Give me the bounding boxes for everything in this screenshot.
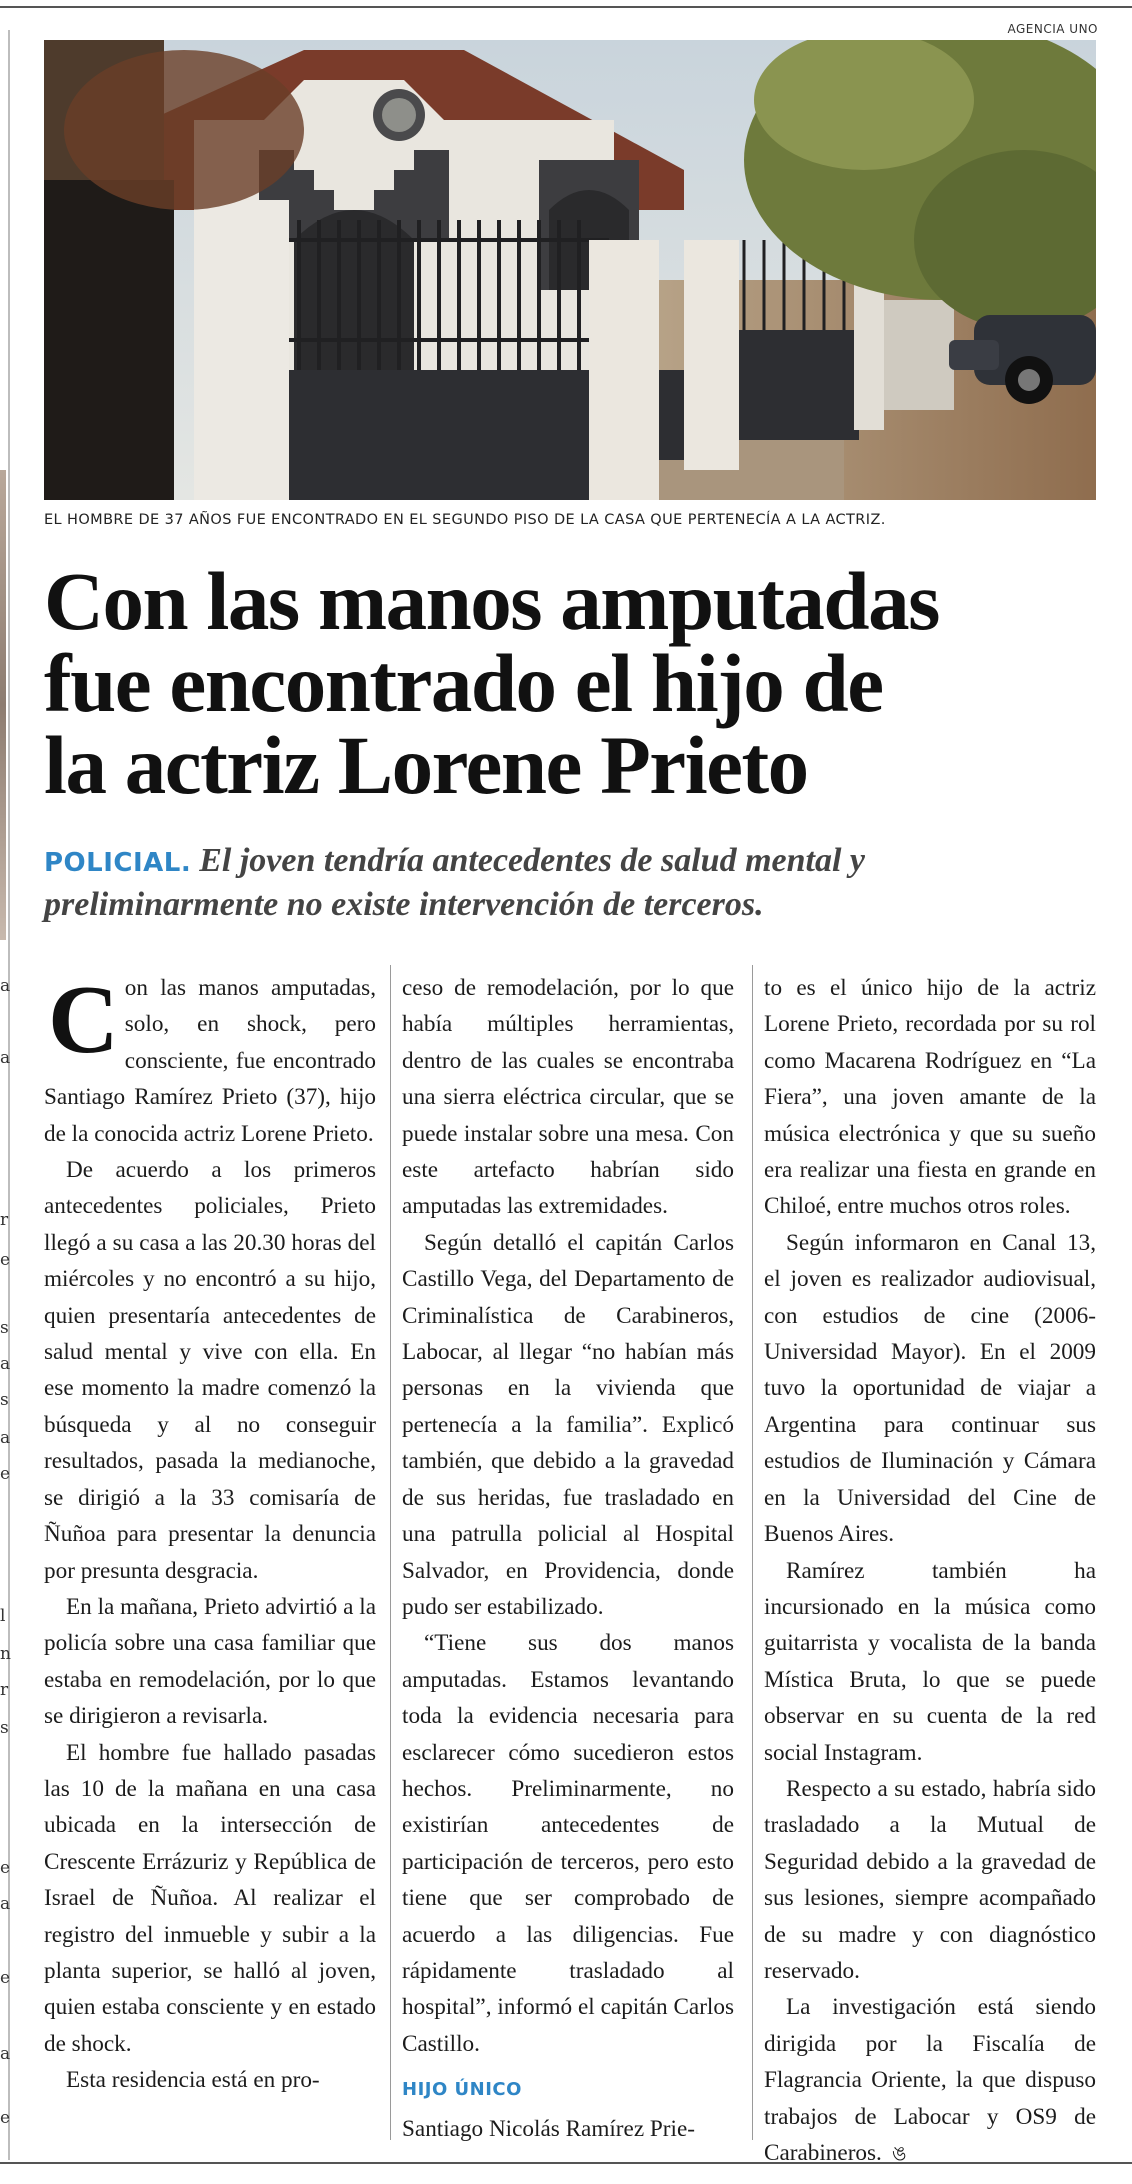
drop-cap: C <box>48 966 119 1074</box>
margin-fragment: e <box>0 2108 11 2128</box>
paragraph: Santiago Nicolás Ramírez Prie- <box>402 2115 695 2142</box>
adjacent-photo-strip <box>0 470 6 940</box>
paragraph: El hombre fue hallado pasadas las 10 de la mañana en una casa ubicada en la intersección de Crescente Errázuriz y República de Israel de Ñuñoa. Al realizar el registro del inmueble y subir a la planta superior, se halló al joven, quien estaba consciente y en estado de shock. <box>44 1739 376 2057</box>
subhead <box>44 840 1104 926</box>
paragraph: Con las manos amputadas, solo, en shock, pero consciente, fue encontrado Santiago Ramírez Prieto (37), hijo de la conocida actriz Lorene Prieto. <box>44 966 376 1147</box>
headline-line: Con las manos amputadas <box>44 555 939 647</box>
margin-fragment: a <box>0 1428 11 1448</box>
margin-fragment: r <box>0 1680 9 1700</box>
margin-fragment: r <box>0 1210 9 1230</box>
margin-fragment: a <box>0 1048 11 1068</box>
margin-fragment: s <box>0 1718 9 1738</box>
margin-rule <box>8 30 10 2160</box>
margin-fragment: e <box>0 1968 11 1988</box>
paragraph: Ramírez también ha incursionado en la música como guitarrista y vocalista de la banda Mística Bruta, lo que se puede observar en su cuenta de la red social Instagram. <box>764 1557 1096 1766</box>
margin-fragment: l <box>0 1606 6 1626</box>
paragraph: to es el único hijo de la actriz Lorene Prieto, recordada por su rol como Macarena Rodríguez en “La Fiera”, una joven amante de la música electrónica y que su sueño era realizar una fiesta en grande en Chiloé, entre muchos otros roles. <box>764 975 1096 1220</box>
deck: El joven tendría antecedentes de salud mental y preliminarmente no existe intervención de terceros. <box>44 842 866 923</box>
article-column-3 <box>764 970 1096 2166</box>
margin-fragment: a <box>0 1354 11 1374</box>
headline <box>44 555 1104 811</box>
margin-fragment: s <box>0 1318 9 1338</box>
house-photo <box>44 40 1096 500</box>
paragraph: Respecto a su estado, habría sido trasladado a la Mutual de Seguridad debido a la gravedad de sus lesiones, siempre acompañado de su madre y con diagnóstico reservado. <box>764 1775 1096 1984</box>
paragraph: ceso de remodelación, por lo que había múltiples herramientas, dentro de las cuales se encontraba una sierra eléctrica circular, que se puede instalar sobre una mesa. Con este artefacto habrían sido amputadas las extremidades. <box>402 975 734 1220</box>
headline-line: fue encontrado el hijo de <box>44 637 883 729</box>
margin-fragment: n <box>0 1644 11 1664</box>
photo-caption: EL HOMBRE DE 37 AÑOS FUE ENCONTRADO EN EL SEGUNDO PISO DE LA CASA QUE PERTENECÍA A LA ACTRIZ. <box>44 512 886 528</box>
margin-fragment: a <box>0 976 11 996</box>
margin-fragment: e <box>0 1858 11 1878</box>
paragraph: Según detalló el capitán Carlos Castillo Vega, del Departamento de Criminalística de Carabineros, Labocar, al llegar “no habían más personas en la vivienda que pertenecía a la familia”. Explicó también, que debido a la gravedad de sus heridas, fue trasladado en una patrulla policial al Hospital Salvador, en Providencia, donde pudo ser estabilizado. <box>402 1229 734 1620</box>
margin-fragment: a <box>0 2044 11 2064</box>
end-mark-icon: ঙ <box>891 2141 907 2165</box>
adjacent-article-margin <box>0 0 18 2160</box>
top-rule <box>0 6 1132 8</box>
column-rule <box>390 965 391 2140</box>
margin-fragment: e <box>0 1250 11 1270</box>
paragraph: “Tiene sus dos manos amputadas. Estamos levantando toda la evidencia necesaria para esclarecer cómo sucedieron estos hechos. Preliminarmente, no existirían antecedentes de participación de terceros, pero esto tiene que ser comprobado de acuerdo a las diligencias. Fue rápidamente trasladado al hospital”, informó el capitán Carlos Castillo. <box>402 1630 734 2057</box>
section-label: POLICIAL. <box>44 848 192 878</box>
headline-line: la actriz Lorene Prieto <box>44 719 808 811</box>
paragraph: La investigación está siendo dirigida por la Fiscalía de Flagrancia Oriente, la que dispuso trabajos de Labocar y OS9 de Carabineros. ঙ <box>764 1994 1096 2166</box>
paragraph: De acuerdo a los primeros antecedentes policiales, Prieto llegó a su casa a las 20.30 horas del miércoles y no encontró a su hijo, quien presentaría antecedentes de salud mental y vive con ella. En ese momento la madre comenzó la búsqueda y al no conseguir resultados, pasada la medianoche, se dirigió a la 33 comisaría de Ñuñoa para presentar la denuncia por presunta desgracia. <box>44 1157 376 1584</box>
margin-fragment: a <box>0 1894 11 1914</box>
margin-fragment: s <box>0 1390 9 1410</box>
article-column-1 <box>44 966 376 2150</box>
paragraph: En la mañana, Prieto advirtió a la policía sobre una casa familiar que estaba en remodelación, por lo que se dirigieron a revisarla. <box>44 1593 376 1730</box>
margin-fragment: e <box>0 1464 11 1484</box>
column-rule <box>752 965 753 2140</box>
paragraph: Según informaron en Canal 13, el joven es realizador audiovisual, con estudios de cine (2006-Universidad Mayor). En el 2009 tuvo la oportunidad de viajar a Argentina para continuar sus estudios de Iluminación y Cámara en la Universidad del Cine de Buenos Aires. <box>764 1229 1096 1548</box>
subsection-title: HIJO ÚNICO <box>402 2079 522 2101</box>
article-column-2 <box>402 970 734 2150</box>
photo-credit: AGENCIA UNO <box>1007 22 1098 36</box>
paragraph: Esta residencia está en pro- <box>66 2067 320 2094</box>
